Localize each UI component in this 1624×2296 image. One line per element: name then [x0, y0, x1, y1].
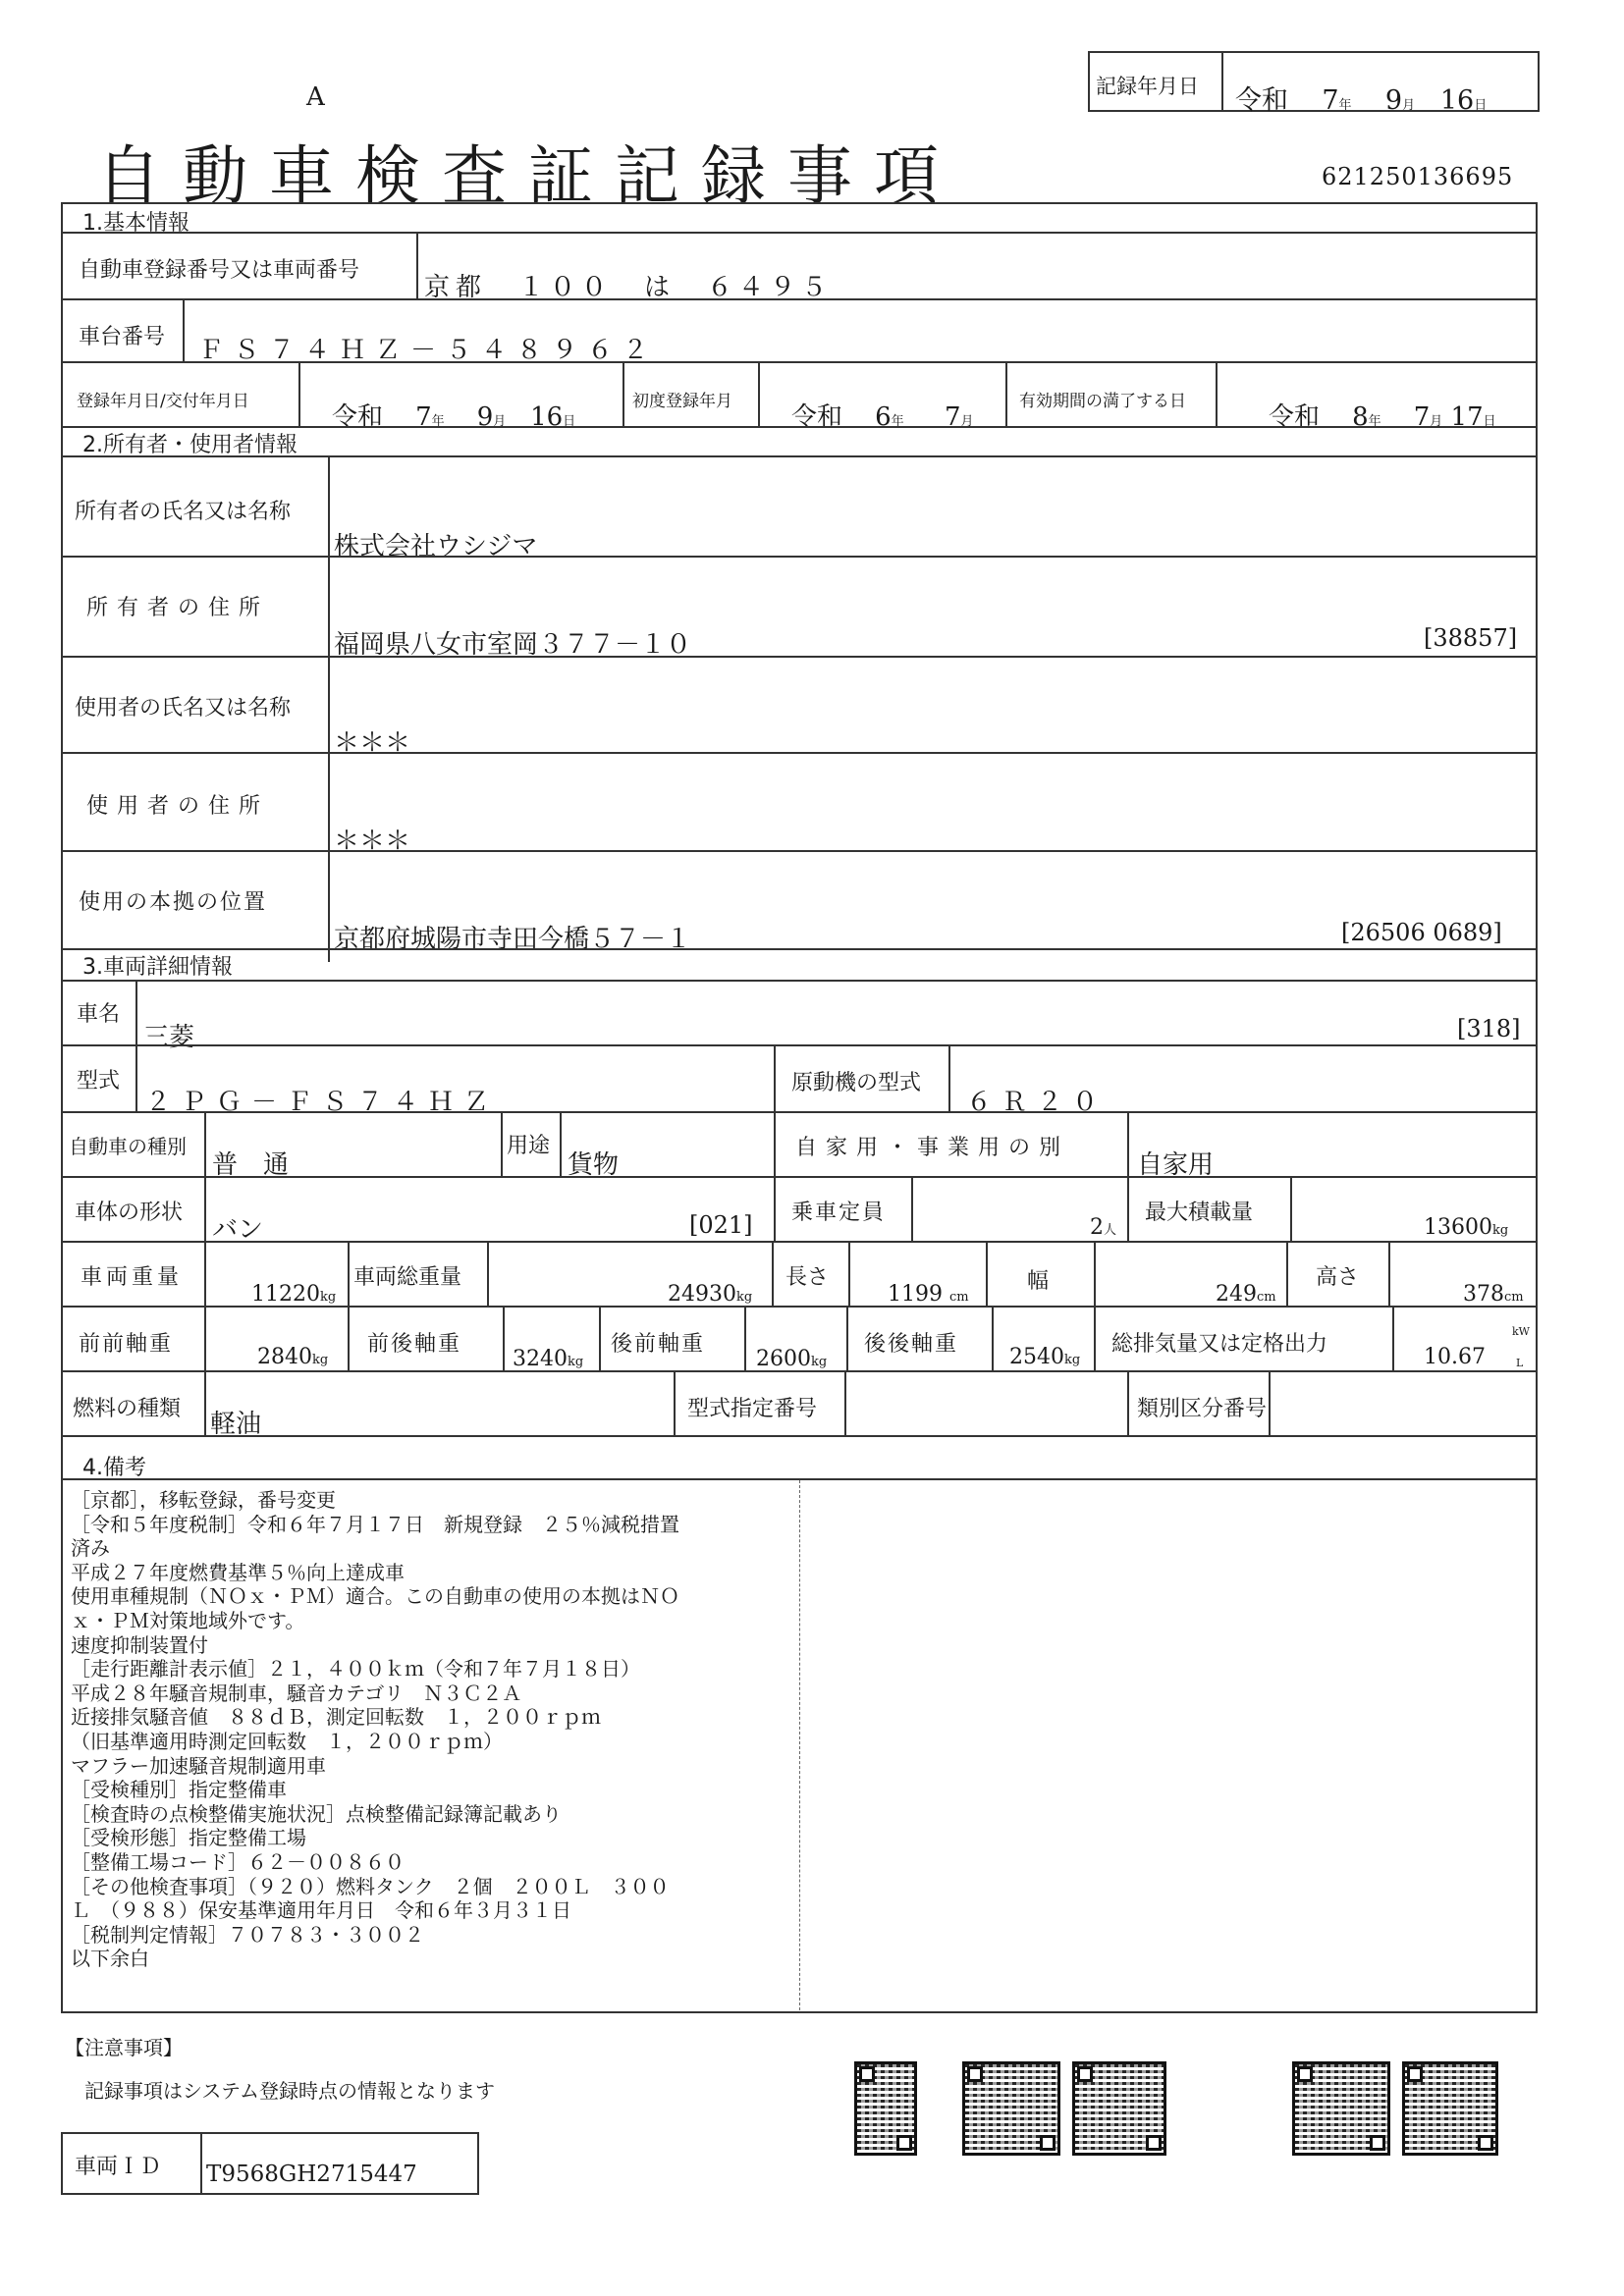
remarks-line: ［税制判定情報］７０７８３・３００２ [71, 1922, 424, 1947]
reg-number: 京都 １００ は ６４９５ [424, 273, 834, 302]
weight-label: 車両重量 [81, 1265, 184, 1290]
record-date-label: 記録年月日 [1096, 75, 1199, 98]
section-basic-info-title: 1.基本情報 [82, 211, 189, 236]
remarks-line: 近接排気騒音値 ８８ｄＢ，測定回転数 １，２００ｒｐｍ [71, 1705, 601, 1730]
reg-number-label: 自動車登録番号又は車両番号 [79, 258, 360, 283]
qr-code-icon [1292, 2061, 1390, 2156]
vehicle-id: T9568GH2715447 [206, 2162, 417, 2187]
first-reg-label: 初度登録年月 [632, 392, 732, 411]
maker-label: 車名 [77, 1002, 121, 1027]
remarks-line: 使用車種規制（ＮＯｘ・ＰＭ）適合。この自動車の使用の本拠はＮＯ [71, 1584, 679, 1609]
private-commercial: 自家用 [1137, 1150, 1215, 1180]
weight: 11220kg [251, 1282, 337, 1307]
remarks-line: ［受検形態］指定整備工場 [71, 1826, 306, 1850]
notes-heading: 【注意事項】 [65, 2036, 183, 2059]
remarks-line: 平成２７年度燃費基準５％向上達成車 [71, 1560, 405, 1584]
user-address: ＊＊＊ [334, 827, 411, 856]
owner-address-code: [38857] [1424, 624, 1518, 652]
remarks-line: ［走行距離計表示値］２１，４００ｋｍ（令和７年７月１８日） [71, 1657, 640, 1682]
length-label: 長さ [785, 1265, 830, 1290]
owner-address: 福岡県八女市室岡３７７－１０ [334, 630, 692, 660]
remarks-line: （旧基準適用時測定回転数 １，２００ｒｐｍ） [71, 1729, 503, 1753]
qr-code-icon [962, 2061, 1060, 2156]
section-remarks-title: 4.備考 [82, 1456, 146, 1480]
height: 378cm [1463, 1282, 1524, 1307]
displacement-label: 総排気量又は定格出力 [1111, 1332, 1328, 1357]
record-date: 令和 7年 9月 16日 [1235, 85, 1488, 116]
body-shape: バン [212, 1215, 264, 1245]
qr-code-icon [854, 2061, 917, 2156]
chassis-label: 車台番号 [79, 325, 166, 349]
front-rear-axle: 3240kg [513, 1347, 584, 1371]
rear-rear-axle: 2540kg [1009, 1345, 1081, 1369]
expiry-date: 令和 8年 7月 17日 [1269, 402, 1496, 432]
base-location-label: 使用の本拠の位置 [79, 890, 268, 915]
front-front-axle-label: 前前軸重 [79, 1332, 174, 1357]
remarks-line: Ｌ （９８８）保安基準適用年月日 令和６年３月３１日 [71, 1898, 571, 1923]
body-shape-label: 車体の形状 [75, 1201, 184, 1225]
model: ２ＰＧ－ＦＳ７４ＨＺ [145, 1088, 500, 1117]
first-reg-date: 令和 6年 7月 [791, 402, 974, 432]
engine-label: 原動機の型式 [791, 1071, 922, 1095]
remarks-line: ［受検種別］指定整備車 [71, 1778, 287, 1802]
maker: 三菱 [143, 1023, 195, 1052]
remarks-line: ｘ・ＰＭ対策地域外です。 [71, 1608, 305, 1632]
section-vehicle-detail-title: 3.車両詳細情報 [82, 955, 233, 980]
use: 貨物 [568, 1150, 620, 1180]
displacement-unit-kw: kW [1512, 1325, 1530, 1338]
qr-code-icon [1402, 2061, 1498, 2156]
capacity-label: 乗車定員 [791, 1201, 887, 1225]
capacity: 2人 [1090, 1215, 1117, 1240]
displacement: 10.67 [1424, 1345, 1486, 1369]
engine-model: ６Ｒ２０ [966, 1088, 1109, 1117]
remarks-line: ［令和５年度税制］令和６年７月１７日 新規登録 ２５％減税措置 [71, 1512, 679, 1536]
remarks-line: ［整備工場コード］６２－００８６０ [71, 1849, 405, 1874]
qr-code-icon [1072, 2061, 1166, 2156]
base-location-code: [26506 0689] [1341, 919, 1502, 946]
remarks-text [71, 1488, 802, 1971]
expiry-label: 有効期間の満了する日 [1019, 392, 1186, 411]
rear-front-axle: 2600kg [756, 1347, 828, 1371]
user-name: ＊＊＊ [334, 728, 411, 758]
remarks-line: 平成２８年騒音規制車，騒音カテゴリ Ｎ３Ｃ２Ａ [71, 1681, 522, 1705]
remarks-line: 速度抑制装置付 [71, 1632, 208, 1657]
fuel-type: 軽油 [210, 1410, 262, 1439]
reg-date-label: 登録年月日/交付年月日 [77, 392, 249, 411]
owner-name: 株式会社ウシジマ [334, 532, 538, 561]
vehicle-id-label: 車両ＩＤ [75, 2155, 162, 2179]
max-load: 13600kg [1424, 1215, 1509, 1240]
owner-address-label: 所有者の住所 [86, 596, 270, 620]
maker-code: [318] [1457, 1015, 1521, 1042]
type-approval-label: 型式指定番号 [687, 1397, 818, 1421]
remarks-line: ［その他検査事項］（９２０）燃料タンク ２個 ２００Ｌ ３００ [71, 1874, 670, 1898]
front-rear-axle-label: 前後軸重 [367, 1332, 462, 1357]
max-load-label: 最大積載量 [1145, 1201, 1254, 1225]
body-shape-code: [021] [689, 1211, 753, 1239]
user-address-label: 使用者の住所 [86, 794, 270, 819]
page-title: 自動車検査証記録事項 [96, 138, 960, 214]
width-label: 幅 [1027, 1269, 1050, 1294]
category-label: 類別区分番号 [1137, 1397, 1268, 1421]
remarks-line: 済み [71, 1536, 110, 1561]
remarks-line: ［京都］，移転登録，番号変更 [71, 1488, 336, 1512]
length: 1199 cm [888, 1282, 969, 1307]
gross-weight: 24930kg [668, 1282, 753, 1307]
rear-rear-axle-label: 後後軸重 [864, 1332, 959, 1357]
remarks-line: 以下余白 [71, 1947, 149, 1971]
doc-number: 621250136695 [1322, 163, 1514, 190]
height-label: 高さ [1316, 1265, 1360, 1290]
remarks-line: マフラー加速騒音規制適用車 [71, 1753, 326, 1778]
fuel-label: 燃料の種類 [73, 1397, 182, 1421]
user-name-label: 使用者の氏名又は名称 [75, 696, 292, 721]
reg-date: 令和 7年 9月 16日 [332, 402, 576, 432]
vehicle-type-label: 自動車の種別 [69, 1135, 187, 1158]
remarks-line: ［検査時の点検整備実施状況］点検整備記録簿記載あり [71, 1801, 562, 1826]
form-letter: A [306, 82, 325, 112]
front-front-axle: 2840kg [257, 1345, 329, 1369]
base-location: 京都府城陽市寺田今橋５７－１ [334, 925, 692, 954]
rear-front-axle-label: 後前軸重 [611, 1332, 706, 1357]
chassis-number: ＦＳ７４ＨＺ－５４８９６２ [198, 336, 659, 365]
section-owner-info-title: 2.所有者・使用者情報 [82, 433, 298, 457]
private-label: 自家用・事業用の別 [795, 1136, 1070, 1160]
gross-weight-label: 車両総重量 [353, 1265, 462, 1290]
owner-name-label: 所有者の氏名又は名称 [75, 500, 292, 524]
model-label: 型式 [77, 1069, 121, 1094]
width: 249cm [1216, 1282, 1276, 1307]
displacement-unit-l: L [1516, 1357, 1524, 1369]
vehicle-type: 普 通 [212, 1150, 290, 1180]
notes-text: 記録事項はシステム登録時点の情報となります [84, 2079, 495, 2103]
use-label: 用途 [507, 1134, 551, 1158]
